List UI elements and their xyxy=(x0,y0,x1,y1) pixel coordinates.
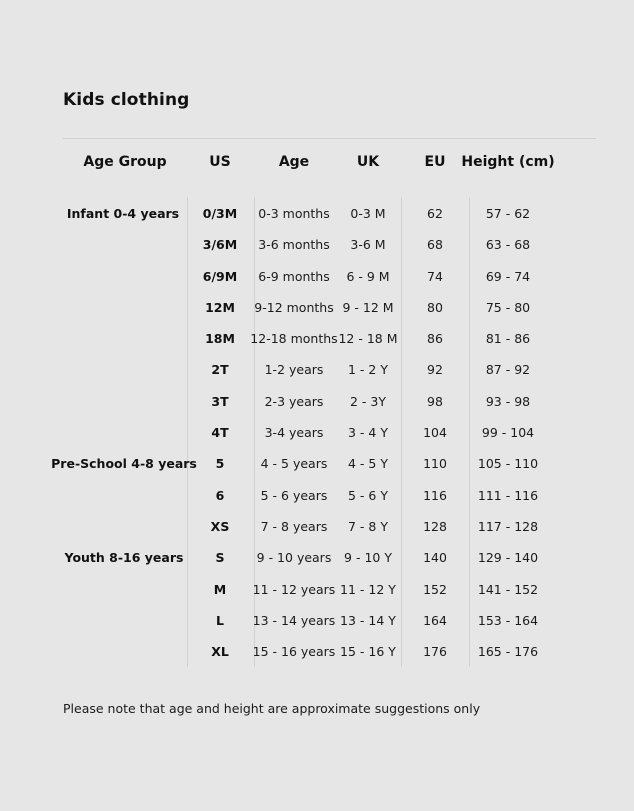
age-cell: 1-2 years xyxy=(264,362,324,378)
eu-size-cell: 98 xyxy=(427,393,443,409)
us-size-cell: S xyxy=(215,550,225,566)
uk-size-cell: 9 - 10 Y xyxy=(344,550,392,566)
eu-size-cell: 110 xyxy=(423,456,447,472)
age-cell: 4 - 5 years xyxy=(260,456,328,472)
us-size-cell: 3T xyxy=(211,393,229,409)
height-cell: 69 - 74 xyxy=(485,268,531,284)
age-cell: 9 - 10 years xyxy=(256,550,332,566)
table-row xyxy=(0,417,634,448)
age-cell: 12-18 months xyxy=(250,331,338,347)
height-cell: 111 - 116 xyxy=(477,487,539,503)
us-size-cell: 0/3M xyxy=(202,206,238,221)
header-height: Height (cm) xyxy=(461,154,555,170)
eu-size-cell: 86 xyxy=(427,331,443,347)
uk-size-cell: 7 - 8 Y xyxy=(348,518,388,534)
uk-size-cell: 2 - 3Y xyxy=(350,393,386,409)
table-row xyxy=(0,605,634,636)
us-size-cell: XL xyxy=(211,644,229,660)
us-size-cell: L xyxy=(216,612,224,628)
height-cell: 63 - 68 xyxy=(485,237,531,253)
uk-size-cell: 9 - 12 M xyxy=(342,299,394,315)
uk-size-cell: 1 - 2 Y xyxy=(348,362,388,378)
height-cell: 105 - 110 xyxy=(477,456,539,472)
eu-size-cell: 62 xyxy=(427,206,443,221)
table-row xyxy=(0,292,634,323)
height-cell: 165 - 176 xyxy=(477,644,539,660)
header-age: Age xyxy=(278,154,310,170)
height-cell: 57 - 62 xyxy=(485,206,531,221)
height-cell: 81 - 86 xyxy=(485,331,531,347)
eu-size-cell: 74 xyxy=(427,268,443,284)
us-size-cell: 5 xyxy=(215,456,225,472)
us-size-cell: XS xyxy=(210,518,230,534)
us-size-cell: 3/6M xyxy=(202,237,238,253)
uk-size-cell: 13 - 14 Y xyxy=(340,612,396,628)
us-size-cell: M xyxy=(213,581,227,597)
us-size-cell: 18M xyxy=(205,331,235,347)
us-size-cell: 4T xyxy=(211,425,229,441)
age-cell: 2-3 years xyxy=(264,393,324,409)
height-cell: 93 - 98 xyxy=(485,393,531,409)
age-cell: 5 - 6 years xyxy=(260,487,328,503)
group-label-pre-school: Pre-School 4-8 years xyxy=(51,456,197,471)
table-header xyxy=(0,154,634,176)
height-cell: 99 - 104 xyxy=(481,425,535,441)
header-age-group: Age Group xyxy=(83,154,167,170)
table-row xyxy=(0,323,634,354)
table-row xyxy=(0,480,634,511)
table-row xyxy=(0,574,634,605)
uk-size-cell: 6 - 9 M xyxy=(346,268,390,284)
age-cell: 3-6 months xyxy=(258,237,330,253)
us-size-cell: 6/9M xyxy=(202,268,238,284)
uk-size-cell: 11 - 12 Y xyxy=(340,581,396,597)
eu-size-cell: 176 xyxy=(423,644,447,660)
eu-size-cell: 80 xyxy=(427,299,443,315)
header-uk: UK xyxy=(356,154,380,170)
group-label-youth: Youth 8-16 years xyxy=(64,550,184,565)
age-cell: 13 - 14 years xyxy=(252,612,336,628)
table-row xyxy=(0,198,634,229)
uk-size-cell: 12 - 18 M xyxy=(338,331,398,347)
age-cell: 11 - 12 years xyxy=(252,581,336,597)
age-cell: 7 - 8 years xyxy=(260,518,328,534)
us-size-cell: 12M xyxy=(205,299,235,315)
uk-size-cell: 15 - 16 Y xyxy=(340,644,396,660)
table-row xyxy=(0,386,634,417)
age-cell: 3-4 years xyxy=(264,425,324,441)
table-row xyxy=(0,542,634,573)
age-cell: 6-9 months xyxy=(258,268,330,284)
table-row xyxy=(0,448,634,479)
header-us: US xyxy=(209,154,231,170)
uk-size-cell: 3-6 M xyxy=(350,237,386,253)
us-size-cell: 6 xyxy=(215,487,225,503)
uk-size-cell: 4 - 5 Y xyxy=(348,456,388,472)
age-cell: 9-12 months xyxy=(254,299,334,315)
table-row xyxy=(0,636,634,667)
eu-size-cell: 152 xyxy=(423,581,447,597)
table-row xyxy=(0,511,634,542)
eu-size-cell: 92 xyxy=(427,362,443,378)
height-cell: 153 - 164 xyxy=(477,612,539,628)
group-label-infant: Infant 0-4 years xyxy=(66,206,180,221)
title-divider xyxy=(63,138,596,139)
eu-size-cell: 116 xyxy=(423,487,447,503)
eu-size-cell: 128 xyxy=(423,518,447,534)
table-row xyxy=(0,229,634,260)
eu-size-cell: 140 xyxy=(423,550,447,566)
size-table-body xyxy=(0,198,634,667)
header-eu: EU xyxy=(424,154,446,170)
uk-size-cell: 0-3 M xyxy=(350,206,386,221)
page-title: Kids clothing xyxy=(63,90,190,110)
age-cell: 0-3 months xyxy=(258,206,330,221)
table-row xyxy=(0,354,634,385)
height-cell: 129 - 140 xyxy=(477,550,539,566)
height-cell: 117 - 128 xyxy=(477,518,539,534)
height-cell: 141 - 152 xyxy=(477,581,539,597)
eu-size-cell: 104 xyxy=(423,425,447,441)
disclaimer-note: Please note that age and height are approximate suggestions only xyxy=(63,701,481,716)
height-cell: 87 - 92 xyxy=(485,362,531,378)
age-cell: 15 - 16 years xyxy=(252,644,336,660)
us-size-cell: 2T xyxy=(211,362,229,378)
uk-size-cell: 3 - 4 Y xyxy=(348,425,388,441)
table-row xyxy=(0,261,634,292)
height-cell: 75 - 80 xyxy=(485,299,531,315)
eu-size-cell: 164 xyxy=(423,612,447,628)
eu-size-cell: 68 xyxy=(427,237,443,253)
uk-size-cell: 5 - 6 Y xyxy=(348,487,388,503)
